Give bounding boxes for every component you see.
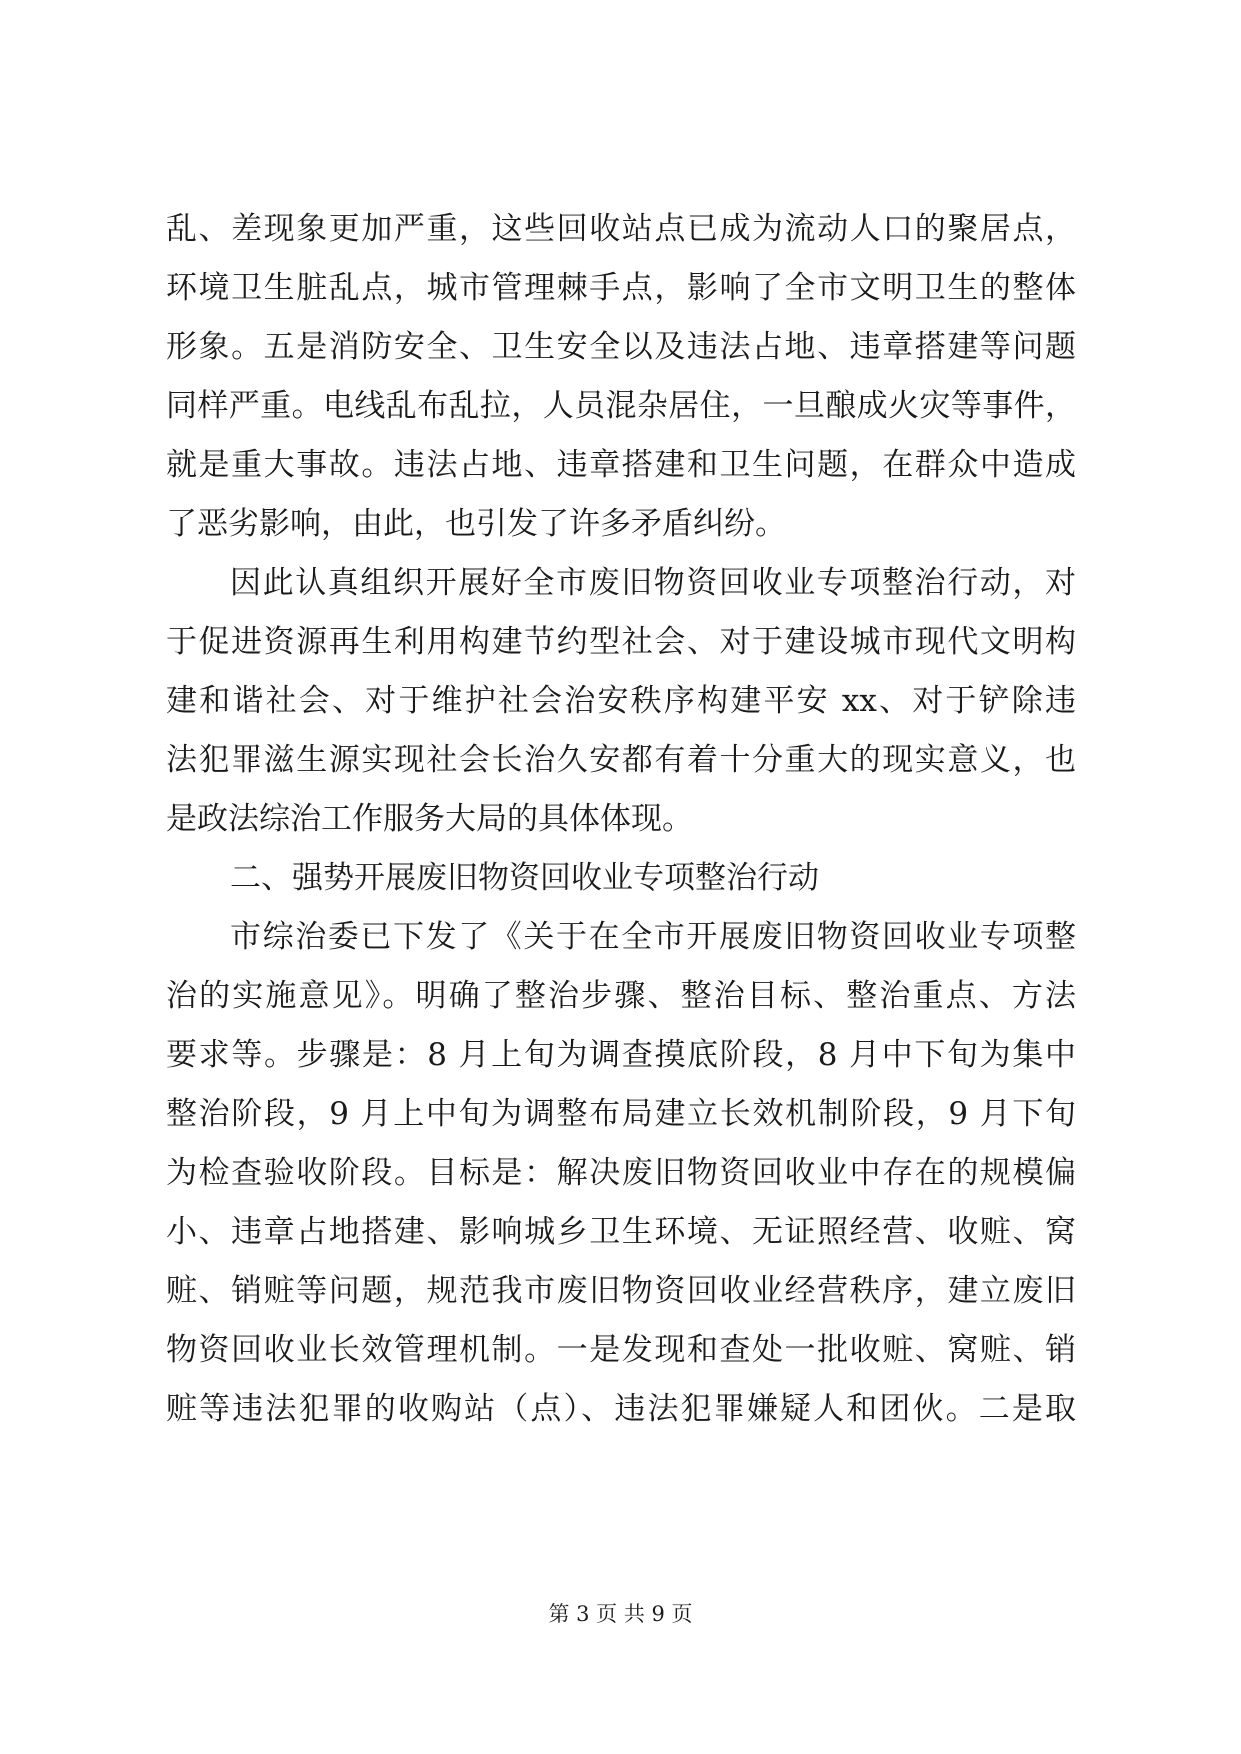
text-line: 赃、销赃等问题，规范我市废旧物资回收业经营秩序，建立废旧 [166, 1273, 1076, 1309]
text-line: 了恶劣影响，由此，也引发了许多矛盾纠纷。 [166, 506, 786, 542]
paragraph-first-line: 因此认真组织开展好全市废旧物资回收业专项整治行动，对 [230, 565, 1076, 601]
text-line: 是政法综治工作服务大局的具体体现。 [166, 801, 693, 837]
text-line: 同样严重。电线乱布乱拉，人员混杂居住，一旦酿成火灾等事件， [166, 388, 1076, 424]
section-heading: 二、强势开展废旧物资回收业专项整治行动 [230, 860, 819, 896]
text-line: 建和谐社会、对于维护社会治安秩序构建平安 xx、对于铲除违 [166, 683, 1076, 719]
text-line: 法犯罪滋生源实现社会长治久安都有着十分重大的现实意义，也 [166, 742, 1076, 778]
text-line: 为检查验收阶段。目标是：解决废旧物资回收业中存在的规模偏 [166, 1155, 1076, 1191]
text-line: 治的实施意见》。明确了整治步骤、整治目标、整治重点、方法 [166, 978, 1076, 1014]
text-line: 就是重大事故。违法占地、违章搭建和卫生问题，在群众中造成 [166, 447, 1076, 483]
text-line: 物资回收业长效管理机制。一是发现和查处一批收赃、窝赃、销 [166, 1332, 1076, 1368]
paragraph-first-line: 市综治委已下发了《关于在全市开展废旧物资回收业专项整 [230, 919, 1076, 955]
text-line: 于促进资源再生利用构建节约型社会、对于建设城市现代文明构 [166, 624, 1076, 660]
text-line: 环境卫生脏乱点，城市管理棘手点，影响了全市文明卫生的整体 [166, 270, 1076, 306]
text-line: 整治阶段，9 月上中旬为调整布局建立长效机制阶段，9 月下旬 [166, 1096, 1076, 1132]
text-line: 形象。五是消防安全、卫生安全以及违法占地、违章搭建等问题 [166, 329, 1076, 365]
text-line: 乱、差现象更加严重，这些回收站点已成为流动人口的聚居点， [166, 211, 1076, 247]
page-number: 第 3 页 共 9 页 [548, 1602, 693, 1626]
text-line: 赃等违法犯罪的收购站（点）、违法犯罪嫌疑人和团伙。二是取 [166, 1391, 1076, 1427]
text-line: 要求等。步骤是：8 月上旬为调查摸底阶段，8 月中下旬为集中 [166, 1037, 1076, 1073]
text-line: 小、违章占地搭建、影响城乡卫生环境、无证照经营、收赃、窝 [166, 1214, 1076, 1250]
